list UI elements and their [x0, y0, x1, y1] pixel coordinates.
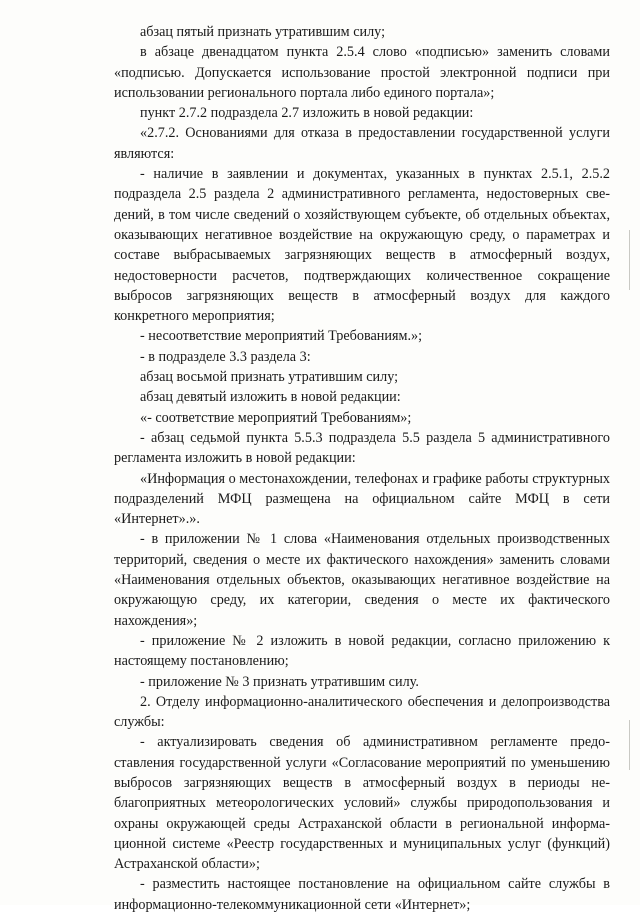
- paragraph: - в подразделе 3.3 раздела 3:: [140, 348, 311, 365]
- scan-edge-mark: [629, 230, 630, 290]
- paragraph: - в приложении № 1 слова «Наименования отдельных производственных территорий, сведения о месте их фактического нахождения» заменить словами «Наименования отдельных объектов, оказывающих негативное воздействие на окружающую среду, их категории, сведения о месте их фактического нахождения»;: [114, 531, 610, 629]
- paragraph: - приложение № 2 изложить в новой редакции, согласно приложению к настоящему постановлению;: [114, 632, 610, 670]
- paragraph: - несоответствие мероприятий Требованиям.»;: [140, 328, 423, 345]
- paragraph: абзац девятый изложить в новой редакции:: [140, 389, 401, 406]
- paragraph: «- соответствие мероприятий Требованиям»;: [140, 409, 412, 426]
- paragraph: 2. Отделу информационно-аналитического обеспечения и делопроизводства службы:: [114, 693, 610, 731]
- paragraph: - приложение № 3 признать утратившим силу.: [140, 673, 419, 690]
- paragraph: абзац пятый признать утратившим силу;: [140, 24, 386, 40]
- paragraph: «Информация о местонахождении, телефонах и графике работы структурных подразделений МФЦ размещена на официальном сайте МФЦ в сети «Интернет».».: [114, 470, 610, 528]
- paragraph: - наличие в заявлении и документах, указанных в пунктах 2.5.1, 2.5.2 подраздела 2.5 раздела 2 административного регламента, недостоверных сведений, в том числе сведений о хозяйствующем субъекте, об отдельных объектах, оказывающих негативное воздействие на окружающую среду, о параметрах и составе выбрасываемых загрязняющих веществ в атмосферный воздух, недостоверности расчетов, подтверждающих количественное сокращение выбросов загрязняющих веществ в атмосферный воздух для каждого конкретного мероприятия;: [114, 166, 610, 325]
- scan-edge-mark: [629, 720, 630, 770]
- paragraph: «2.7.2. Основаниями для отказа в предоставлении государственной услуги являются:: [114, 125, 610, 162]
- paragraph: - абзац седьмой пункта 5.5.3 подраздела 5.5 раздела 5 административного регламента изложить в новой редакции:: [114, 429, 610, 467]
- paragraph: абзац восьмой признать утратившим силу;: [140, 369, 399, 386]
- paragraph: в абзаце двенадцатом пункта 2.5.4 слово «подписью» заменить словами «подписью. Допускается использование простой электронной подписи при использовании регионального портала либо единого портала»;: [114, 44, 610, 101]
- paragraph: - актуализировать сведения об административном регламенте предоставления государственной услуги «Согласование мероприятий по уменьшению выбросов загрязняющих веществ в атмосферный воздух в периоды неблагоприятных метеорологических условий» службы природопользования и охраны окружающей среды Астраханской области в региональной информационной системе «Реестр государственных и муниципальных услуг (функций) Астраханской области»;: [114, 734, 610, 873]
- document-body: [114, 22, 610, 915]
- paragraph: - разместить настоящее постановление на официальном сайте службы в информационно-телекоммуникационной сети «Интернет»;: [114, 876, 610, 913]
- paragraph: пункт 2.7.2 подраздела 2.7 изложить в новой редакции:: [140, 105, 474, 122]
